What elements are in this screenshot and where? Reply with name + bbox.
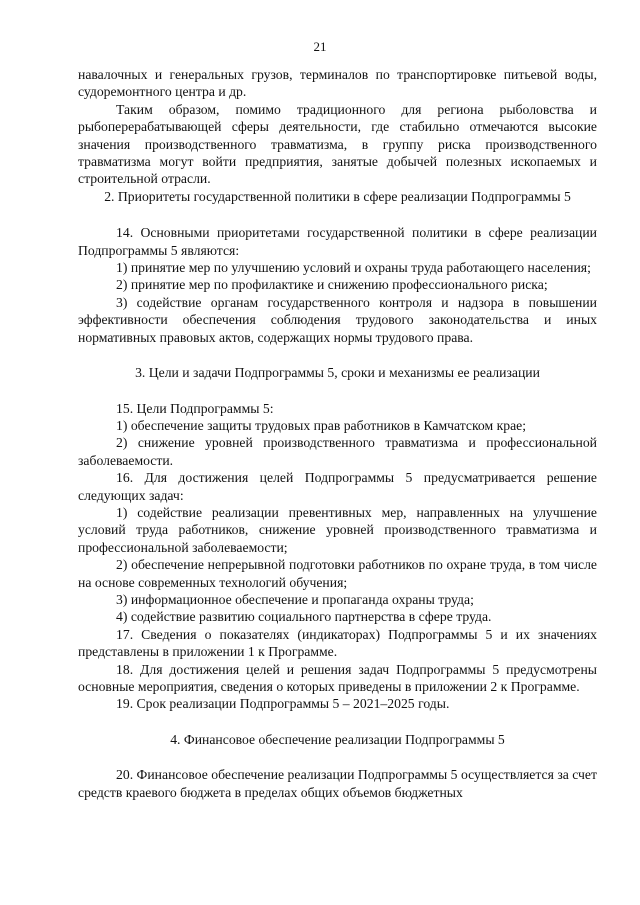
paragraph-18: 18. Для достижения целей и решения задач Подпрограммы 5 предусмотрены основные мероприятия, сведения о которых приведены в приложении 2 к Программе. — [78, 661, 597, 694]
paragraph-16-item-1: 1) содействие реализации превентивных мер, направленных на улучшение условий труда работников, снижение уровней производственного травматизма и профессиональной заболеваемости; — [78, 504, 597, 555]
paragraph-14: 14. Основными приоритетами государственной политики в сфере реализации Подпрограммы 5 являются: — [78, 225, 597, 258]
paragraph-continuation: навалочных и генеральных грузов, терминалов по транспортировке питьевой воды, судоремонтного центра и др. — [78, 67, 597, 100]
section-heading-3: 3. Цели и задачи Подпрограммы 5, сроки и механизмы ее реализации — [135, 365, 540, 381]
paragraph-20: 20. Финансовое обеспечение реализации Подпрограммы 5 осуществляется за счет средств краевого бюджета в пределах общих объемов бюджетных — [78, 767, 597, 800]
paragraph-19: 19. Срок реализации Подпрограммы 5 – 2021–2025 годы. — [116, 696, 450, 712]
paragraph-15: 15. Цели Подпрограммы 5: — [116, 400, 274, 416]
paragraph-16-item-2: 2) обеспечение непрерывной подготовки работников по охране труда, в том числе на основе современных технологий обучения; — [78, 557, 597, 590]
page-content — [78, 66, 597, 801]
paragraph-14-item-3: 3) содействие органам государственного контроля и надзора в повышении эффективности обеспечения соблюдения трудового законодательства и иных нормативных правовых актов, содержащих нормы трудового права. — [78, 294, 597, 345]
paragraph-15-item-2: 2) снижение уровней производственного травматизма и профессиональной заболеваемости. — [78, 435, 597, 468]
paragraph-15-item-1: 1) обеспечение защиты трудовых прав работников в Камчатском крае; — [116, 417, 527, 433]
paragraph-14-item-1: 1) принятие мер по улучшению условий и охраны труда работающего населения; — [116, 260, 591, 276]
paragraph-16: 16. Для достижения целей Подпрограммы 5 предусматривается решение следующих задач: — [78, 470, 597, 503]
page-number: 21 — [313, 39, 327, 54]
paragraph-14-item-2: 2) принятие мер по профилактике и снижению профессионального риска; — [116, 277, 548, 293]
paragraph-16-item-4: 4) содействие развитию социального партнерства в сфере труда. — [116, 609, 492, 625]
paragraph-16-item-3: 3) информационное обеспечение и пропаганда охраны труда; — [116, 591, 474, 607]
section-heading-4: 4. Финансовое обеспечение реализации Подпрограммы 5 — [170, 731, 505, 747]
paragraph-17: 17. Сведения о показателях (индикаторах) Подпрограммы 5 и их значениях представлены в приложении 1 к Программе. — [78, 626, 597, 660]
paragraph-risk-summary: Таким образом, помимо традиционного для региона рыболовства и рыбоперерабатывающей сферы деятельности, где стабильно отмечаются высокие значения производственного травматизма, в группу риска производственного травматизма могут войти предприятия, занятые добычей полезных ископаемых и строительной отрасли. — [78, 101, 597, 187]
section-heading-2: 2. Приоритеты государственной политики в сфере реализации Подпрограммы 5 — [104, 188, 571, 204]
